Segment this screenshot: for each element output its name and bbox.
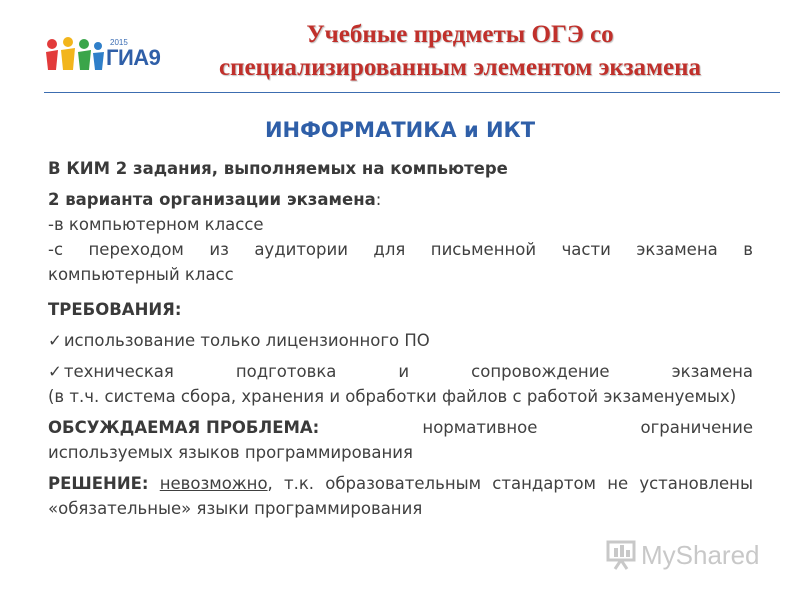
slide-content xyxy=(48,156,753,521)
word: для xyxy=(373,240,406,259)
gia9-logo xyxy=(44,36,161,72)
word: из xyxy=(209,240,229,259)
word: ограничение xyxy=(640,418,753,437)
word: в xyxy=(743,240,753,259)
requirement-item-2-rest: (в т.ч. система сбора, хранения и обработки файлов с работой экзаменуемых) xyxy=(48,387,737,406)
kim-line: В КИМ 2 задания, выполняемых на компьютере xyxy=(48,159,508,178)
requirement-text-1: использование только лицензионного ПО xyxy=(63,331,430,350)
word: экзамена xyxy=(671,362,753,381)
problem-label: ОБСУЖДАЕМАЯ ПРОБЛЕМА: xyxy=(48,418,320,437)
requirements-heading: ТРЕБОВАНИЯ: xyxy=(48,300,182,319)
problem-line-2: используемых языков программирования xyxy=(48,443,413,462)
word: техническая xyxy=(63,362,174,381)
solution-label: РЕШЕНИЕ: xyxy=(48,474,149,493)
checkmark-icon: ✓ xyxy=(48,331,62,350)
word: части xyxy=(561,240,611,259)
watermark-text: MyShared xyxy=(641,540,760,570)
word: сопровождение xyxy=(471,362,610,381)
requirement-item-2-line-1 xyxy=(48,359,753,384)
variants-heading xyxy=(48,187,753,212)
word: подготовка xyxy=(235,362,337,381)
slide-title xyxy=(150,18,770,84)
solution-underlined: невозможно xyxy=(159,474,268,493)
variant-item-2-line-1 xyxy=(48,237,753,262)
people-figures-icon xyxy=(44,36,106,72)
title-divider xyxy=(44,92,780,93)
word: экзамена xyxy=(636,240,718,259)
variants-colon: : xyxy=(375,190,382,209)
requirement-word-1 xyxy=(48,359,174,384)
presentation-icon xyxy=(605,536,639,570)
word: и xyxy=(398,362,410,381)
word: переходом xyxy=(88,240,184,259)
logo-year: 2015 xyxy=(110,38,128,47)
checkmark-icon: ✓ xyxy=(48,362,62,381)
logo-text: ГИА9 xyxy=(106,45,161,70)
problem-line-1 xyxy=(48,415,753,440)
requirement-item-1 xyxy=(48,328,753,353)
subject-heading: ИНФОРМАТИКА и ИКТ xyxy=(264,118,536,142)
solution-text: , т.к. образовательным стандартом не установлены «обязательные» языки программирования xyxy=(48,474,754,518)
word: аудитории xyxy=(254,240,348,259)
title-line-2: специализированным элементом экзамена xyxy=(218,54,702,81)
word: письменной xyxy=(430,240,537,259)
variants-heading-text: 2 варианта организации экзамена xyxy=(48,190,376,209)
solution-paragraph xyxy=(48,471,753,521)
variant-item-2-line-2: компьютерный класс xyxy=(48,265,234,284)
word: нормативное xyxy=(422,418,538,437)
word: -с xyxy=(48,240,64,259)
variant-item-1: -в компьютерном классе xyxy=(48,215,264,234)
title-line-1: Учебные предметы ОГЭ со xyxy=(306,21,614,48)
